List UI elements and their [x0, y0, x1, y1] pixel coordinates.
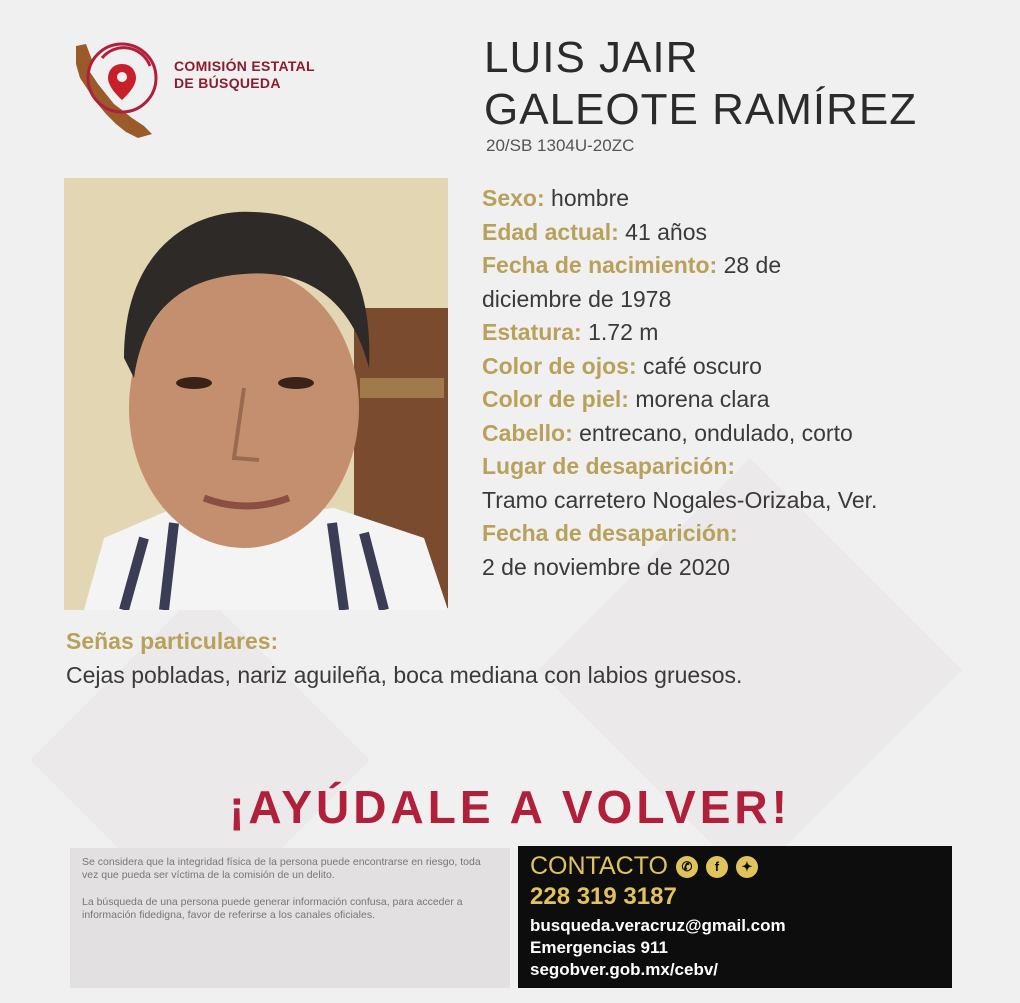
contact-emergency: Emergencias 911 — [530, 938, 668, 957]
detail-lugar-value: Tramo carretero Nogales-Orizaba, Ver. — [482, 486, 878, 513]
contact-phone: 228 319 3187 — [530, 883, 677, 910]
contact-email: busqueda.veracruz@gmail.com — [530, 916, 786, 935]
contact-title: CONTACTO — [530, 852, 668, 880]
detail-fecha-desaparicion-label: Fecha de desaparición: — [482, 520, 738, 546]
detail-edad: Edad actual: 41 años — [482, 218, 708, 245]
logo-line-1: COMISIÓN ESTATAL — [174, 58, 315, 74]
disclaimer-box — [70, 848, 510, 988]
contact-box — [518, 846, 952, 988]
help-slogan: ¡AYÚDALE A VOLVER! — [229, 781, 791, 833]
name-line-1: LUIS JAIR — [484, 33, 699, 82]
case-folio: 20/SB 1304U-20ZC — [486, 136, 635, 155]
distinguishing-marks — [66, 624, 742, 692]
detail-ojos: Color de ojos: café oscuro — [482, 352, 762, 379]
name-line-2: GALEOTE RAMÍREZ — [484, 85, 918, 134]
person-details — [482, 182, 1012, 584]
person-photo — [64, 178, 448, 610]
senas-label: Señas particulares: — [66, 628, 279, 654]
whatsapp-icon: ✆ — [676, 856, 698, 878]
facebook-icon: f — [706, 856, 728, 878]
contact-title-row — [530, 852, 940, 881]
veracruz-map-pin-icon — [66, 38, 170, 142]
detail-nacimiento: Fecha de nacimiento: 28 de diciembre de 1978 — [482, 252, 782, 312]
disclaimer-paragraph-2: La búsqueda de una persona puede generar información confusa, para acceder a información fidedigna, favor de referirse a los canales oficiales. — [82, 896, 463, 921]
detail-cabello: Cabello: entrecano, ondulado, corto — [482, 419, 853, 446]
twitter-icon: ✦ — [736, 856, 758, 878]
disclaimer-paragraph-1: Se considera que la integridad física de la persona puede encontrarse en riesgo, toda vez que pueda ser víctima de la comisión de un delito. — [82, 856, 481, 881]
logo-text — [174, 58, 315, 92]
senas-value: Cejas pobladas, nariz aguileña, boca mediana con labios gruesos. — [66, 662, 743, 688]
logo-line-2: DE BÚSQUEDA — [174, 75, 281, 91]
person-name — [484, 32, 917, 136]
commission-logo — [66, 38, 346, 148]
detail-piel: Color de piel: morena clara — [482, 386, 770, 412]
detail-fecha-desaparicion-value: 2 de noviembre de 2020 — [482, 553, 731, 580]
detail-lugar-label: Lugar de desaparición: — [482, 453, 736, 479]
detail-sexo: Sexo: hombre — [482, 185, 630, 211]
contact-website: segobver.gob.mx/cebv/ — [530, 960, 719, 979]
detail-estatura: Estatura: 1.72 m — [482, 319, 659, 345]
